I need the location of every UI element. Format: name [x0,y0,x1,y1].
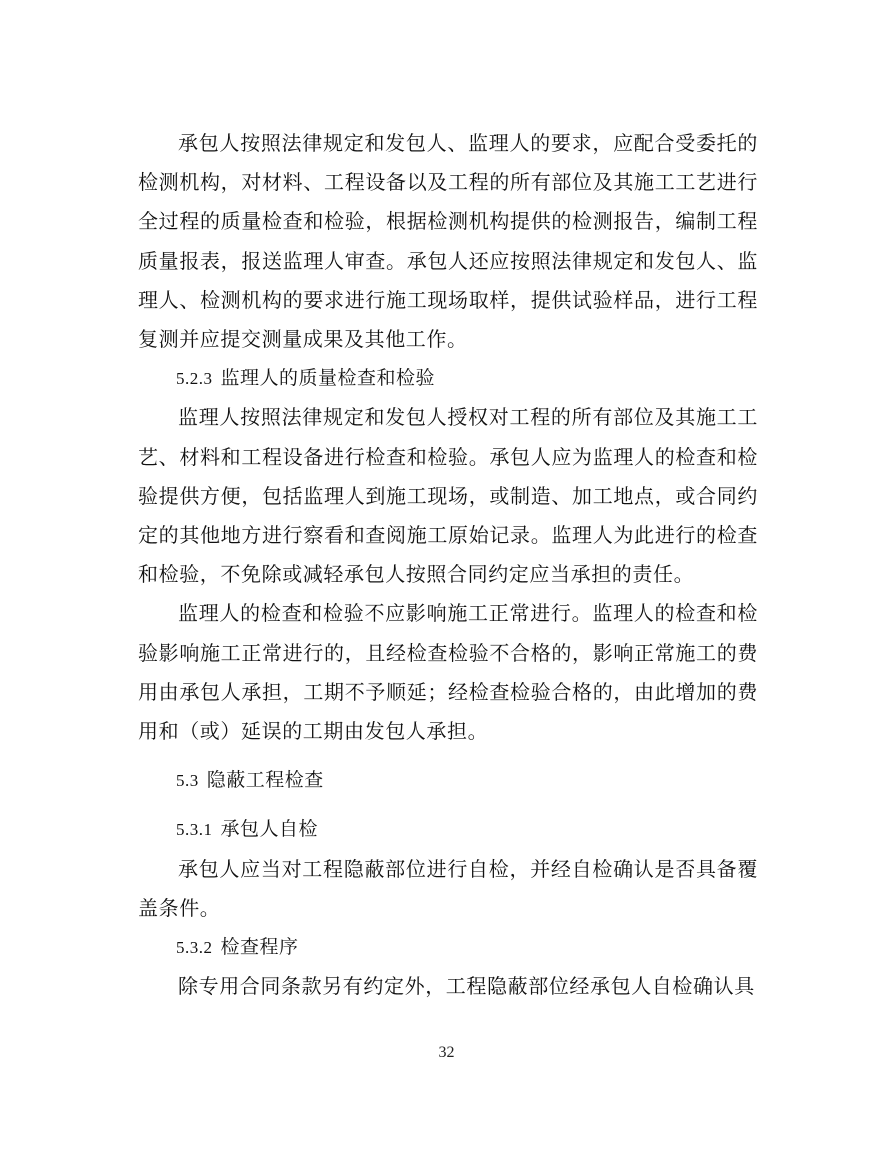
paragraph-supervisor-inspection: 监理人按照法律规定和发包人授权对工程的所有部位及其施工工艺、材料和工程设备进行检查和检验。承包人应为监理人的检查和检验提供方便，包括监理人到施工现场，或制造、加工地点，或合同约定的其他地方进行察看和查阅施工原始记录。监理人为此进行的检查和检验，不免除或减轻承包人按照合同约定应当承担的责任。 [138,405,758,587]
section-title: 检查程序 [220,936,299,959]
section-title: 承包人自检 [220,818,319,841]
section-number: 5.3 [176,771,199,791]
page-number: 32 [438,1044,455,1061]
section-heading-5-3-1 [138,810,758,849]
paragraph-self-inspection: 承包人应当对工程隐蔽部位进行自检，并经自检确认是否具备覆盖条件。 [138,856,758,920]
section-title: 监理人的质量检查和检验 [220,367,436,390]
section-number: 5.2.3 [176,369,213,389]
section-heading-5-3-2 [138,928,758,967]
paragraph-inspection-procedure: 除专用合同条款另有约定外，工程隐蔽部位经承包人自检确认具 [178,974,755,999]
section-title: 隐蔽工程检查 [206,769,324,792]
paragraph-inspection-impact: 监理人的检查和检验不应影响施工正常进行。监理人的检查和检验影响施工正常进行的，且经检查检验不合格的，影响正常施工的费用由承包人承担，工期不予顺延；经检查检验合格的，由此增加的费用和（或）延误的工期由发包人承担。 [138,601,758,744]
section-number: 5.3.2 [176,938,213,958]
section-number: 5.3.1 [176,820,213,840]
paragraph-contractor-cooperation: 承包人按照法律规定和发包人、监理人的要求，应配合受委托的检测机构，对材料、工程设备以及工程的所有部位及其施工工艺进行全过程的质量检查和检验，根据检测机构提供的检测报告，编制工程质量报表，报送监理人审查。承包人还应按照法律规定和发包人、监理人、检测机构的要求进行施工现场取样，提供试验样品，进行工程复测并应提交测量成果及其他工作。 [138,131,758,352]
section-heading-5-2-3 [138,359,758,398]
page-content [138,124,758,1006]
section-heading-5-3 [138,761,758,800]
